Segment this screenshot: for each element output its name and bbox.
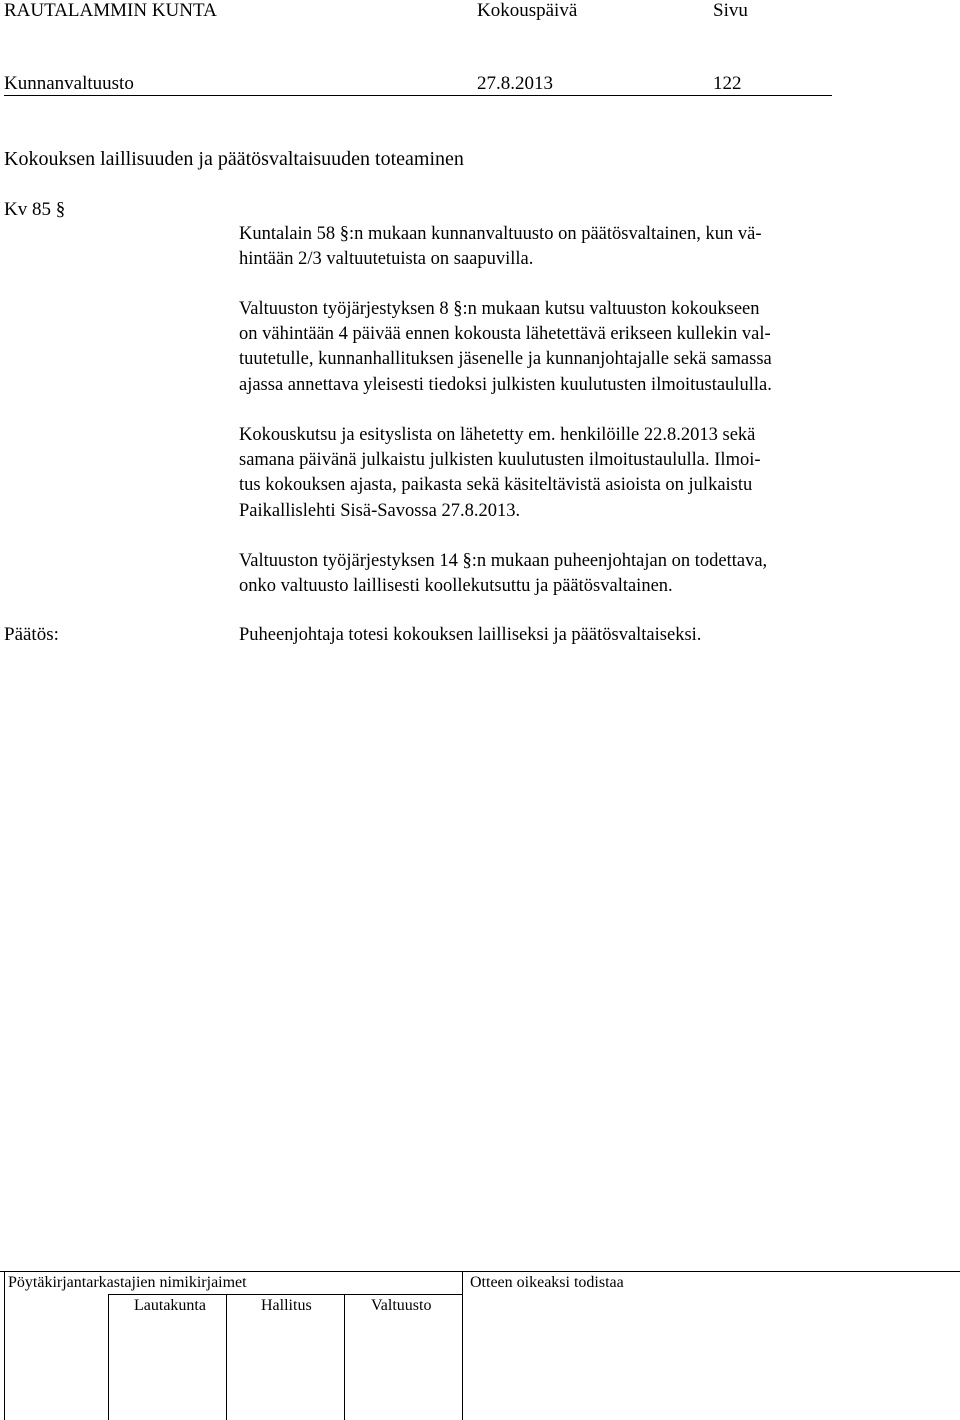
paragraph-line: Valtuuston työjärjestyksen 14 §:n mukaan puheenjohtajan on todettava, (239, 551, 768, 571)
footer-divider (462, 1272, 463, 1420)
meeting-date-label: Kokouspäivä (477, 0, 578, 21)
meeting-date: 27.8.2013 (477, 73, 553, 94)
footer-divider (4, 1272, 5, 1420)
paragraph-line: on vähintään 4 päivää ennen kokousta lähetettävä erikseen kullekin val- (239, 324, 771, 345)
footer-signatures-label: Pöytäkirjantarkastajien nimikirjaimet (8, 1274, 247, 1291)
decision-text: Puheenjohtaja totesi kokouksen lailliseksi ja päätösvaltaiseksi. (239, 625, 702, 645)
paragraph-line: hintään 2/3 valtuutetuista on saapuvilla. (239, 249, 534, 270)
paragraph-line: Kuntalain 58 §:n mukaan kunnanvaltuusto on päätösvaltainen, kun vä- (239, 224, 762, 244)
footer-divider (226, 1294, 227, 1420)
paragraph-line: onko valtuusto laillisesti koollekutsuttu ja päätösvaltainen. (239, 576, 673, 597)
paragraph-4 (239, 549, 867, 599)
header-underline (4, 95, 832, 96)
body-name: Kunnanvaltuusto (4, 73, 134, 94)
paragraph-line: Kokouskutsu ja esityslista on lähetetty em. henkilöille 22.8.2013 sekä (239, 425, 756, 445)
paragraph-line: samana päivänä julkaistu julkisten kuulutusten ilmoitustaululla. Ilmoi- (239, 450, 761, 471)
page-number: 122 (713, 73, 742, 94)
paragraph-line: ajassa annettava yleisesti tiedoksi julkisten kuulutusten ilmoitustaululla. (239, 374, 772, 395)
org-name: RAUTALAMMIN KUNTA (4, 0, 217, 21)
paragraph-line: Valtuuston työjärjestyksen 8 §:n mukaan kutsu valtuuston kokoukseen (239, 299, 760, 319)
footer-column-lautakunta: Lautakunta (134, 1297, 206, 1314)
footer-certified-label: Otteen oikeaksi todistaa (470, 1274, 624, 1291)
section-title: Kokouksen laillisuuden ja päätösvaltaisuuden toteaminen (4, 148, 464, 170)
section-number: Kv 85 § (4, 199, 66, 220)
paragraph-line: tuutetulle, kunnanhallituksen jäsenelle ja kunnanjohtajalle sekä samassa (239, 349, 772, 370)
footer-top-rule (0, 1271, 960, 1272)
page-label: Sivu (713, 0, 748, 21)
footer-divider (344, 1294, 345, 1420)
decision-label: Päätös: (4, 624, 59, 645)
paragraph-line: tus kokouksen ajasta, paikasta sekä käsiteltävistä asioista on julkaistu (239, 475, 753, 496)
footer-divider (108, 1294, 109, 1420)
footer-column-hallitus: Hallitus (261, 1297, 312, 1314)
paragraph-3 (239, 423, 867, 524)
paragraph-1 (239, 222, 867, 272)
footer-column-rule (108, 1294, 462, 1295)
paragraph-line: Paikallislehti Sisä-Savossa 27.8.2013. (239, 500, 521, 521)
paragraph-2 (239, 297, 867, 398)
footer-column-valtuusto: Valtuusto (371, 1297, 432, 1314)
